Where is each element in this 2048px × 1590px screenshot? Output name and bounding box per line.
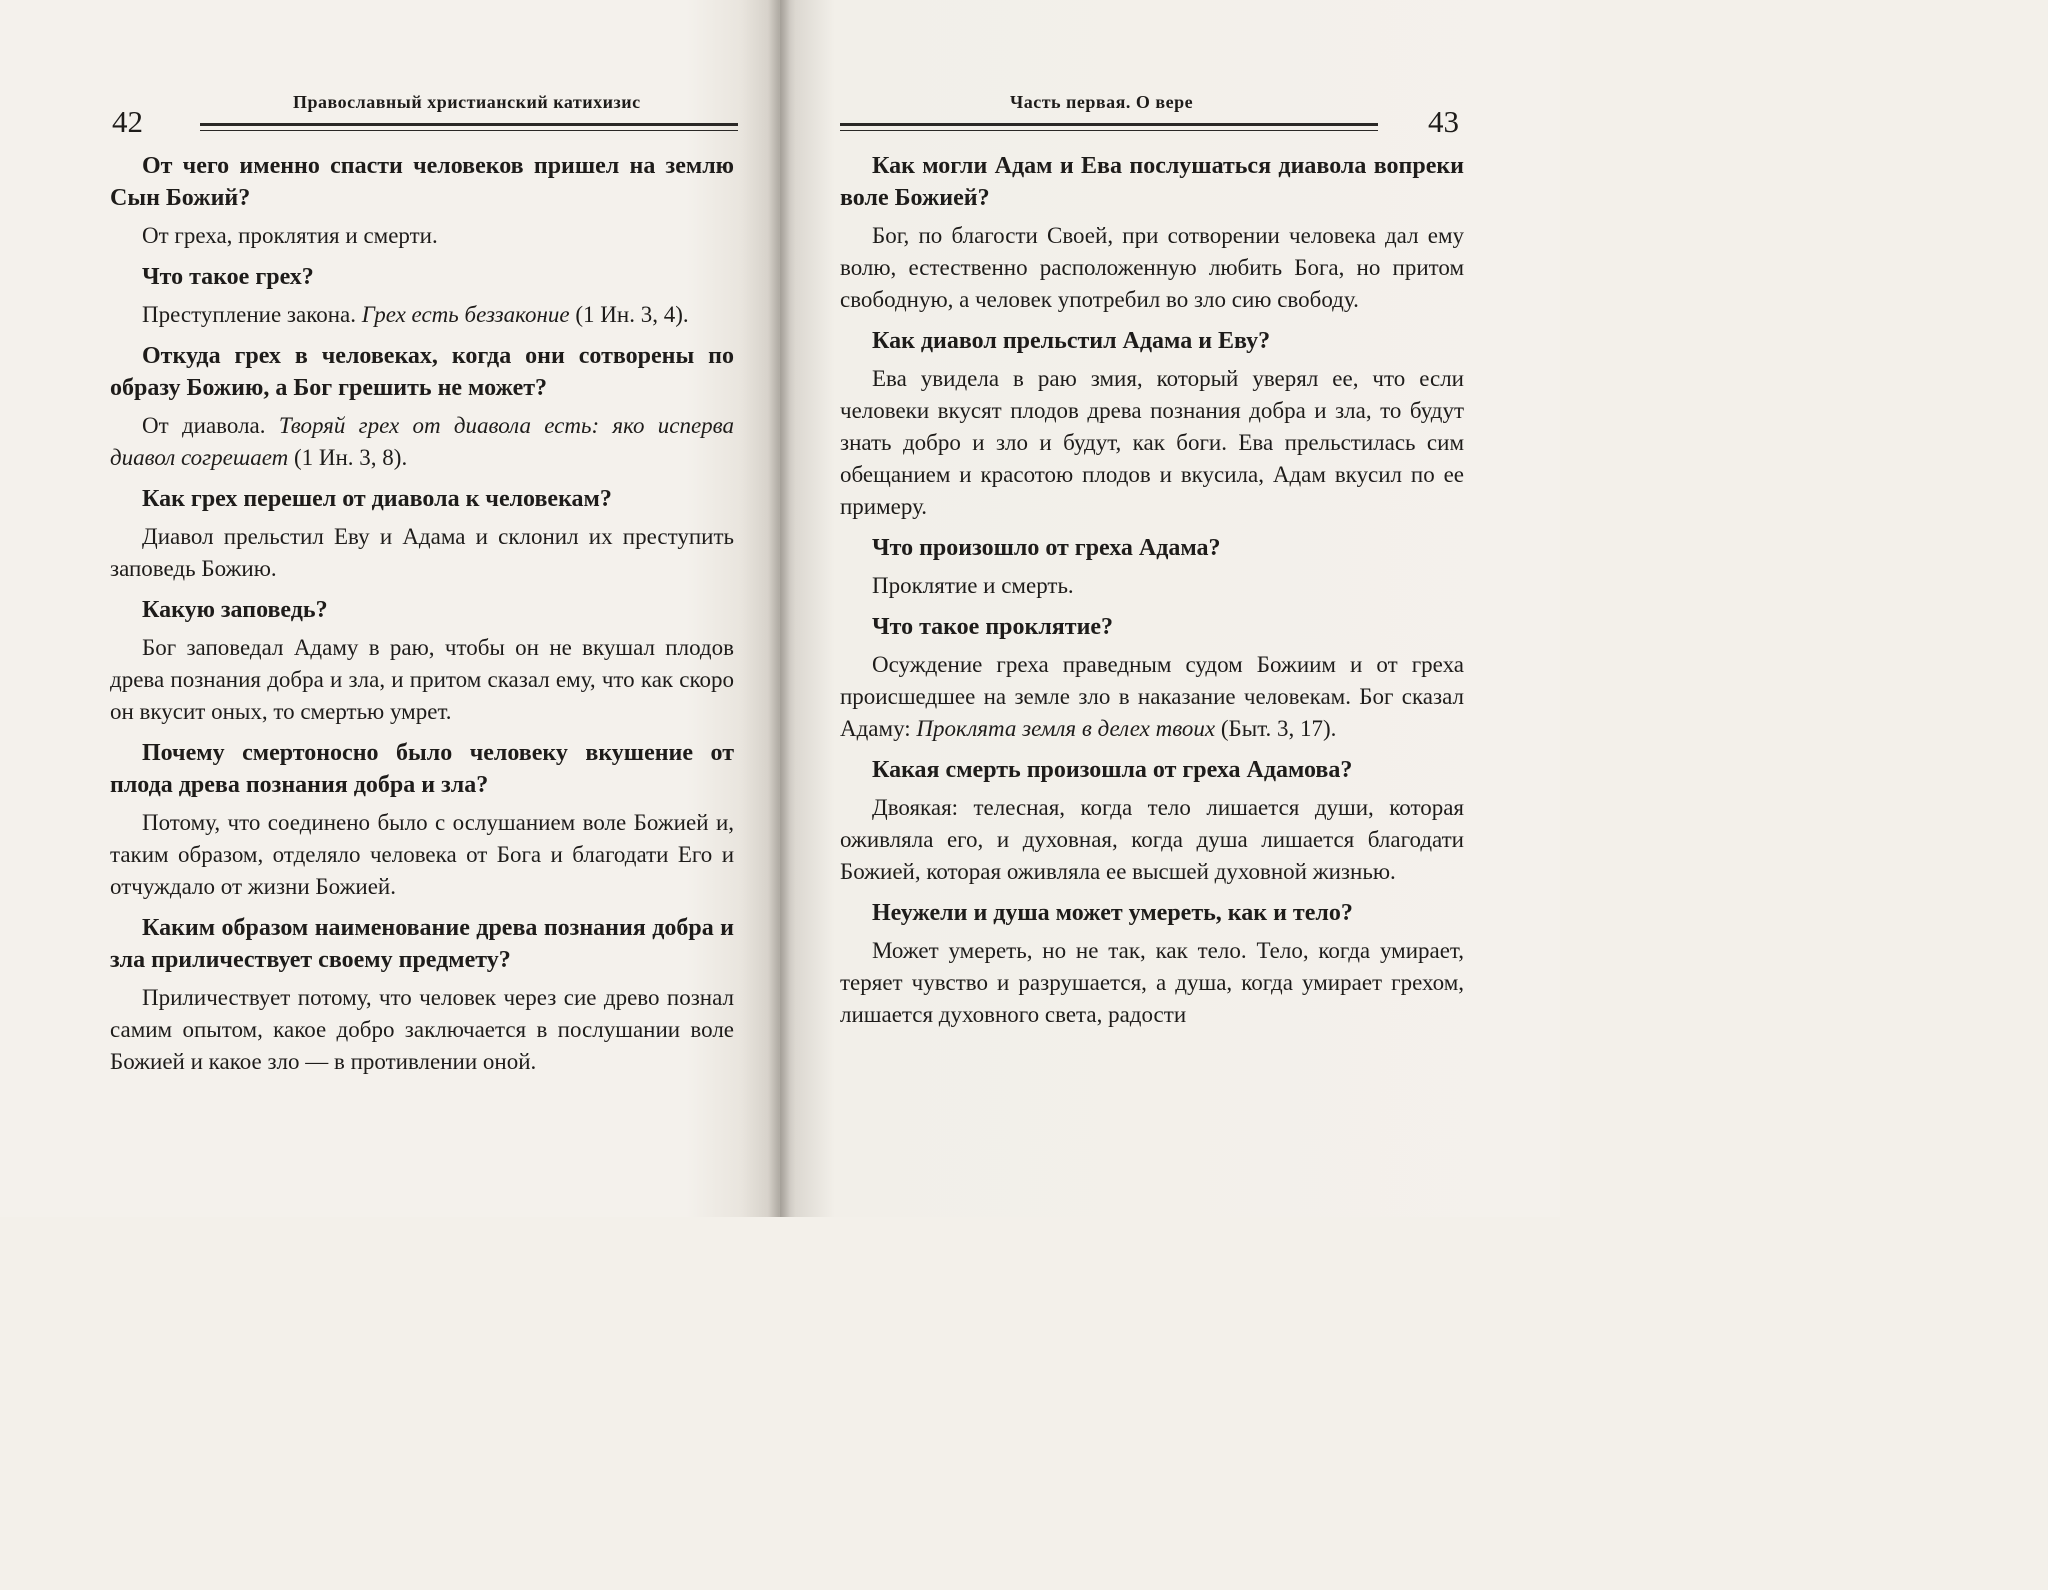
answer-segment: Бог заповедал Адаму в раю, чтобы он не вкушал плодов древа познания добра и зла, и притом сказал ему, что как скоро он вкусит оных, то смертью умрет.	[110, 635, 734, 724]
header-rule	[840, 123, 1378, 126]
answer-segment: Диавол прельстил Еву и Адама и склонил их преступить заповедь Божию.	[110, 524, 734, 581]
question-heading: Что такое грех?	[142, 264, 314, 290]
answer-text	[840, 935, 1464, 1031]
page-body	[110, 150, 734, 1087]
question-heading: Что произошло от греха Адама?	[872, 535, 1221, 561]
answer-segment: Потому, что соединено было с ослушанием воле Божией и, таким образом, отделяло человека от Бога и благодати Его и отчуждало от жизни Божией.	[110, 810, 734, 899]
question-heading: Неужели и душа может умереть, как и тело?	[872, 900, 1353, 926]
answer-segment: От греха, проклятия и смерти.	[142, 223, 438, 248]
question-heading: Каким образом наименование древа познания добра и зла приличествует своему предмету?	[110, 915, 734, 973]
running-head: Православный христианский катихизис	[293, 92, 641, 112]
question-heading: Как грех перешел от диавола к человекам?	[142, 486, 612, 512]
answer-text	[110, 410, 734, 474]
answer-text	[840, 649, 1464, 745]
answer-text	[110, 807, 734, 903]
answer-text	[110, 982, 734, 1078]
answer-text	[110, 220, 734, 252]
answer-segment: Преступление закона.	[142, 302, 362, 327]
running-head: Часть первая. О вере	[1010, 92, 1194, 112]
question-heading: Откуда грех в человеках, когда они сотворены по образу Божию, а Бог грешить не может?	[110, 343, 734, 401]
answer-segment: Ева увидела в раю змия, который уверял ее, что если человеки вкусят плодов древа познания добра и зла, то будут знать добро и зло и будут, как боги. Ева прельстилась сим обещанием и красотою плодов и вкусила, Адам вкусил по ее примеру.	[840, 366, 1464, 519]
answer-text	[840, 220, 1464, 316]
answer-segment: Может умереть, но не так, как тело. Тело, когда умирает, теряет чувство и разрушается, а душа, когда умирает грехом, лишается духовного света, радости	[840, 938, 1464, 1027]
answer-text	[840, 363, 1464, 523]
answer-segment: Двоякая: телесная, когда тело лишается души, которая оживляла его, и духовная, когда душа лишается благодати Божией, которая оживляла ее высшей духовной жизнью.	[840, 795, 1464, 884]
scripture-quote: Проклята земля в делех твоих	[916, 716, 1216, 741]
question-heading: Какую заповедь?	[142, 597, 328, 623]
scripture-quote: Грех есть беззаконие	[361, 302, 570, 327]
question-heading: Как диавол прельстил Адама и Еву?	[872, 328, 1271, 354]
answer-text	[110, 521, 734, 585]
header-rule-thin	[200, 130, 738, 131]
answer-text	[110, 299, 734, 331]
scripture-quote: Творяй грех от диавола есть: яко исперва диавол согрешает	[110, 413, 735, 470]
answer-segment: Проклятие и смерть.	[872, 573, 1074, 598]
answer-text	[840, 792, 1464, 888]
left-page	[0, 0, 780, 1217]
question-heading: Почему смертоносно было человеку вкушение от плода древа познания добра и зла?	[110, 740, 734, 798]
page-number: 42	[112, 104, 143, 139]
page-number: 43	[1428, 104, 1459, 139]
answer-text	[110, 632, 734, 728]
header-rule	[200, 123, 738, 126]
header-rule-thin	[840, 130, 1378, 131]
answer-text	[840, 570, 1464, 602]
answer-segment: (1 Ин. 3, 8).	[288, 445, 408, 470]
answer-segment: (1 Ин. 3, 4).	[569, 302, 689, 327]
right-page	[780, 0, 1560, 1217]
book-gutter	[768, 0, 790, 1217]
answer-segment: Осуждение греха праведным судом Божиим и от греха происшедшее на земле зло в наказание человекам. Бог сказал Адаму:	[840, 652, 1464, 741]
answer-segment: От диавола.	[142, 413, 279, 438]
question-heading: Что такое проклятие?	[872, 614, 1114, 640]
question-heading: От чего именно спасти человеков пришел на землю Сын Божий?	[110, 153, 734, 211]
answer-segment: Бог, по благости Своей, при сотворении человека дал ему волю, естественно расположенную любить Бога, но притом свободную, а человек употребил во зло сию свободу.	[840, 223, 1464, 312]
answer-segment: (Быт. 3, 17).	[1215, 716, 1337, 741]
question-heading: Как могли Адам и Ева послушаться диавола вопреки воле Божией?	[840, 153, 1464, 211]
question-heading: Какая смерть произошла от греха Адамова?	[872, 757, 1353, 783]
page-body	[840, 150, 1464, 1040]
answer-segment: Приличествует потому, что человек через сие древо познал самим опытом, какое добро заключается в послушании воле Божией и какое зло — в противлении оной.	[110, 985, 734, 1074]
